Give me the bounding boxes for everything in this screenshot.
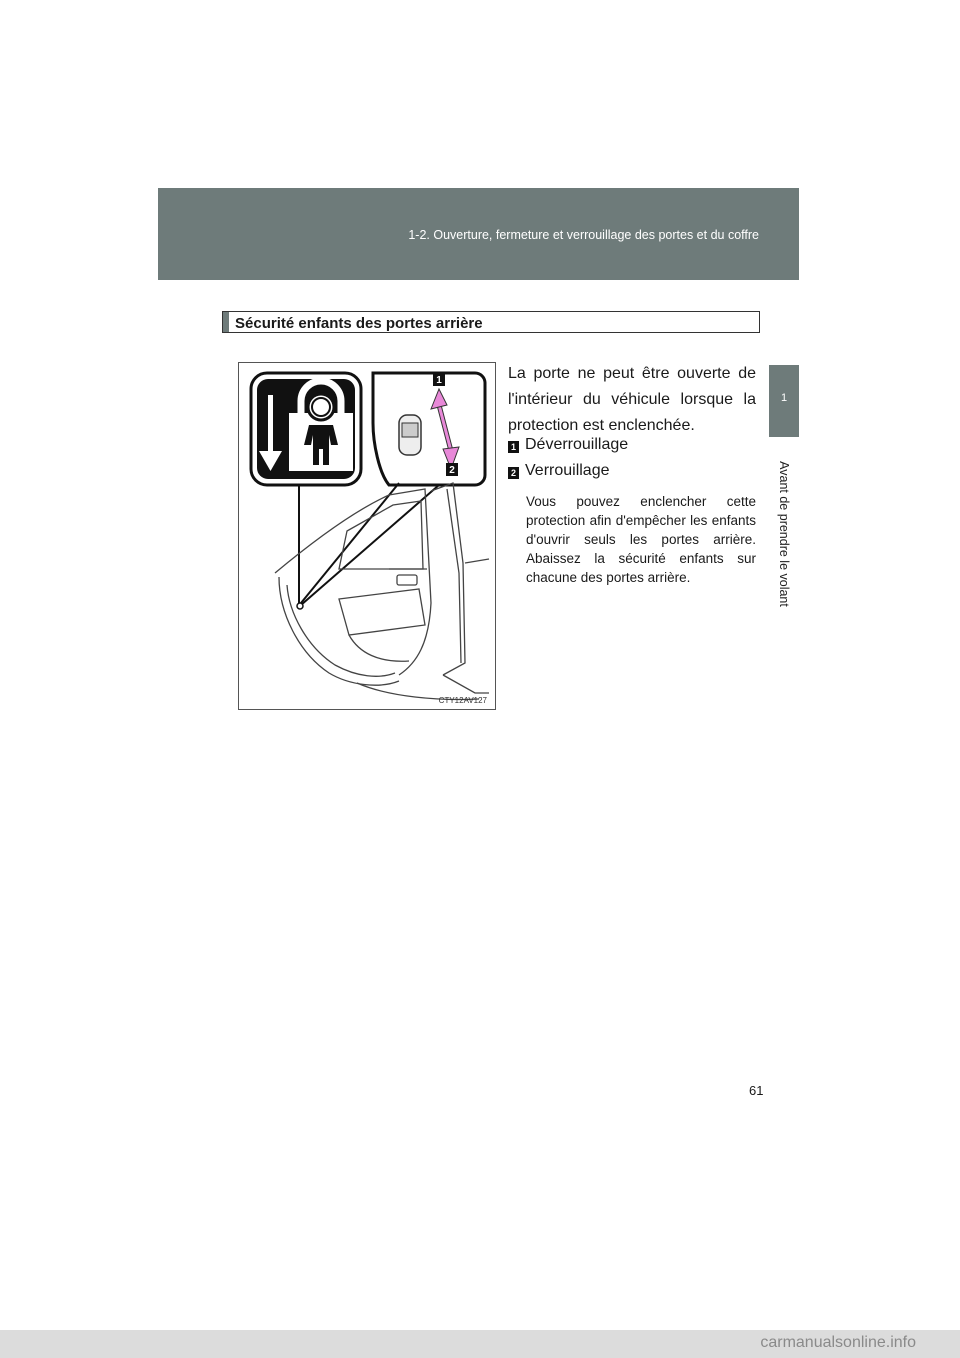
child-lock-location-icon [297,603,303,609]
lock-badge: 2 [508,467,519,479]
section-heading-text: Sécurité enfants des portes arrière [235,315,483,332]
note-paragraph: Vous pouvez enclencher cette protection afin d'empêcher les enfants d'ouvrir seuls les portes arrière. Abaissez la sécurité enfants sur chacune des portes arrière. [526,494,756,585]
car-door-outline [275,483,489,699]
lock-direction-arrow [439,405,451,451]
lock-label: Verrouillage [525,462,610,479]
down-arrow-shaft [268,395,273,453]
unlock-badge: 1 [508,441,519,453]
footer-watermark-text: carmanualsonline.info [760,1334,916,1351]
footer-watermark-bar [0,1330,960,1358]
child-lock-drawing [239,363,495,709]
chapter-side-label: Avant de prendre le volant [777,461,791,607]
arrow-up-head-icon [431,389,447,409]
figure-code: CTY12AV127 [438,696,487,705]
chapter-title: 1-2. Ouverture, fermeture et verrouillage des portes et du coffre [408,228,759,242]
intro-paragraph: La porte ne peut être ouverte de l'intérieur du véhicule lorsque la protection est enclenchée. [508,365,756,434]
unlock-label: Déverrouillage [525,436,629,453]
section-heading [222,311,760,333]
zoom-inset-frame [373,373,485,485]
page-number: 61 [749,1083,764,1098]
chapter-tab-number: 1 [780,392,788,404]
child-lock-illustration [238,362,496,710]
chapter-header-bar [158,188,799,280]
marker-unlock-label: 1 [436,375,442,386]
section-heading-accent [223,312,229,332]
chapter-tab [769,365,799,437]
marker-lock-label: 2 [449,465,455,476]
